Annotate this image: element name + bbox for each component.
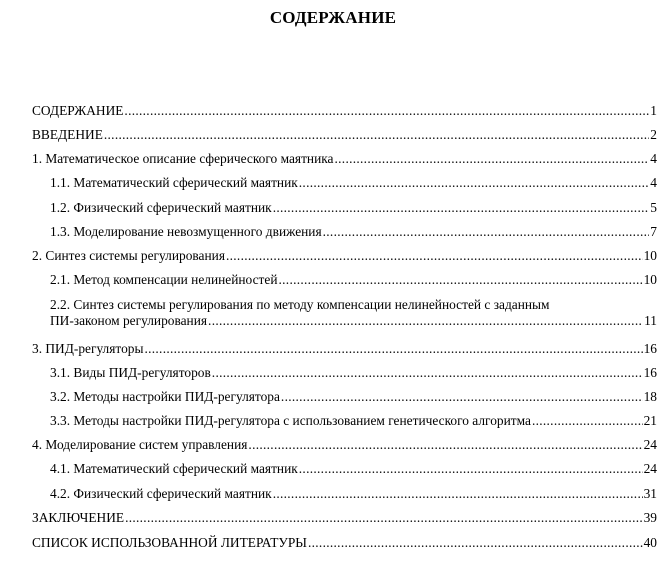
toc-entry-section-3-3[interactable] [50, 413, 657, 429]
toc-page-number: 10 [643, 272, 657, 287]
toc-page-number: 18 [643, 389, 657, 404]
toc-page-number: 16 [643, 365, 657, 380]
toc-page-number: 4 [650, 175, 657, 190]
toc-page-number: 11 [644, 313, 657, 328]
dot-leader [124, 103, 649, 119]
dot-leader [104, 127, 649, 143]
dot-leader [248, 437, 642, 453]
toc-page-number: 16 [643, 341, 657, 356]
toc-entry-label: 1. Математическое описание сферического маятника [32, 151, 334, 166]
toc-entry-label: 4.1. Математический сферический маятник [50, 461, 298, 476]
toc-entry-chapter-2[interactable] [32, 248, 657, 264]
dot-leader [279, 272, 643, 288]
dot-leader [226, 248, 643, 264]
toc-entry-label: 1.1. Математический сферический маятник [50, 175, 298, 190]
toc-page-number: 39 [643, 510, 657, 525]
toc-entry-label: СПИСОК ИСПОЛЬЗОВАННОЙ ЛИТЕРАТУРЫ [32, 535, 307, 550]
toc-page-number: 10 [643, 248, 657, 263]
toc-entry-section-3-1[interactable] [50, 365, 657, 381]
toc-entry-contents[interactable] [32, 103, 657, 119]
toc-entry-section-2-2[interactable] [50, 297, 657, 329]
dot-leader [144, 341, 642, 357]
dot-leader [335, 151, 650, 167]
toc-entry-label: 4.2. Физический сферический маятник [50, 486, 272, 501]
toc-entry-section-1-3[interactable] [50, 224, 657, 240]
toc-page-number: 4 [650, 151, 657, 166]
toc-entry-label: 1.2. Физический сферический маятник [50, 200, 272, 215]
dot-leader [212, 365, 643, 381]
toc-page-number: 2 [650, 127, 657, 142]
dot-leader [208, 313, 643, 329]
toc-entry-introduction[interactable] [32, 127, 657, 143]
toc-entry-section-4-2[interactable] [50, 486, 657, 502]
toc-entry-label: 1.3. Моделирование невозмущенного движения [50, 224, 322, 239]
toc-page-number: 7 [650, 224, 657, 239]
dot-leader [532, 413, 643, 429]
toc-entry-label-line1: 2.2. Синтез системы регулирования по методу компенсации нелинейностей с заданным [50, 297, 550, 312]
toc-page-number: 1 [650, 103, 657, 118]
dot-leader [273, 486, 643, 502]
toc-entry-label: ЗАКЛЮЧЕНИЕ [32, 510, 125, 525]
toc-entry-section-1-1[interactable] [50, 175, 657, 191]
dot-leader [323, 224, 650, 240]
toc-entry-label: 3.1. Виды ПИД-регуляторов [50, 365, 211, 380]
toc-entry-references[interactable] [32, 535, 657, 551]
toc-page-number: 40 [643, 535, 657, 550]
toc-entry-section-2-1[interactable] [50, 272, 657, 288]
toc-entry-label: 3. ПИД-регуляторы [32, 341, 144, 356]
toc-entry-label: 3.3. Методы настройки ПИД-регулятора с использованием генетического алгоритма [50, 413, 531, 428]
page-title: СОДЕРЖАНИЕ [269, 8, 397, 27]
toc-entry-section-1-2[interactable] [50, 200, 657, 216]
toc-entry-chapter-3[interactable] [32, 341, 657, 357]
toc-entry-label: 2. Синтез системы регулирования [32, 248, 225, 263]
toc-page-number: 24 [643, 461, 657, 476]
toc-page-number: 24 [643, 437, 657, 452]
toc-entry-chapter-1[interactable] [32, 151, 657, 167]
toc-page-number: 31 [643, 486, 657, 501]
toc-entry-label: 3.2. Методы настройки ПИД-регулятора [50, 389, 280, 404]
toc-entry-conclusion[interactable] [32, 510, 657, 526]
toc-entry-section-4-1[interactable] [50, 461, 657, 477]
dot-leader [299, 175, 650, 191]
toc-page-number: 21 [643, 413, 657, 428]
toc-entry-label: СОДЕРЖАНИЕ [32, 103, 124, 118]
toc-entry-label: ВВЕДЕНИЕ [32, 127, 103, 142]
toc-entry-chapter-4[interactable] [32, 437, 657, 453]
toc-page-number: 5 [650, 200, 657, 215]
dot-leader [125, 510, 643, 526]
dot-leader [281, 389, 643, 405]
toc-entry-label-line2: ПИ-законом регулирования [50, 313, 208, 328]
toc-entry-label: 2.1. Метод компенсации нелинейностей [50, 272, 278, 287]
toc-entry-section-3-2[interactable] [50, 389, 657, 405]
toc-entry-label: 4. Моделирование систем управления [32, 437, 248, 452]
dot-leader [273, 200, 650, 216]
dot-leader [308, 535, 643, 551]
dot-leader [299, 461, 643, 477]
